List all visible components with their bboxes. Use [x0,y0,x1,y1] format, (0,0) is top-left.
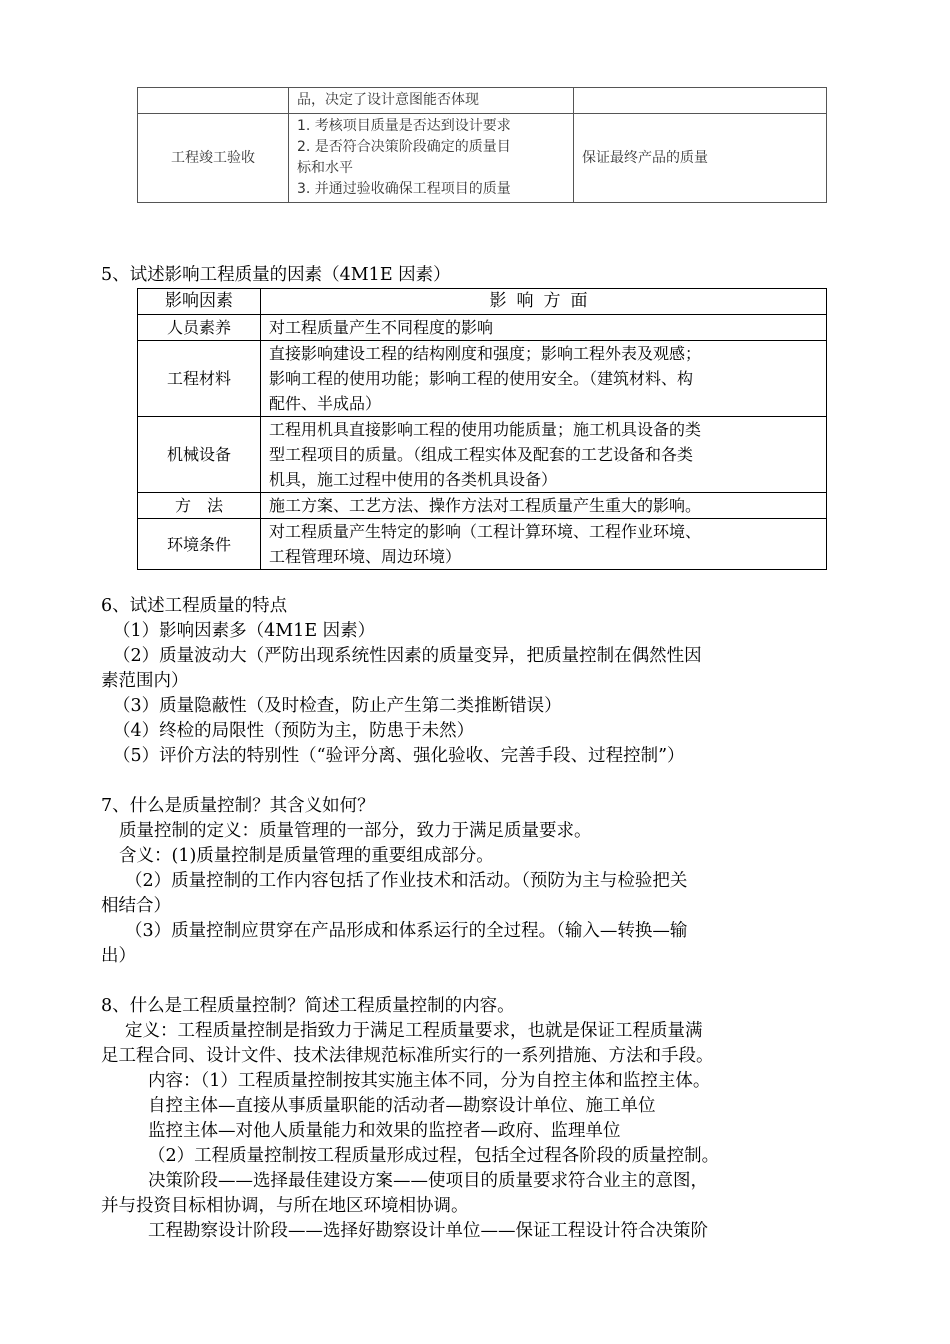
table-cell-goal [574,88,827,114]
paragraph-line: 内容：（1）工程质量控制按其实施主体不同，分为自控主体和监控主体。 [148,1071,711,1091]
factor-line: 机具，施工过程中使用的各类机具设备） [269,470,558,489]
paragraph-line: （4）终检的局限性（预防为主，防患于未然） [113,721,475,741]
factor-name: 机械设备 [138,417,261,493]
paragraph-line: 出） [101,946,136,966]
paragraph-line: 定义：工程质量控制是指致力于满足工程质量要求，也就是保证工程质量满 [125,1021,703,1041]
table-cell-line: 3. 并通过验收确保工程项目的质量 [297,181,511,197]
paragraph-line: （5）评价方法的特别性（“验评分离、强化验收、完善手段、过程控制”） [113,746,685,766]
factor-line: 对工程质量产生不同程度的影响 [269,318,494,337]
paragraph-line: （3）质量控制应贯穿在产品形成和体系运行的全过程。（输入—转换—输 [125,921,688,941]
table-header-row [138,289,827,315]
paragraph-line: 决策阶段——选择最佳建设方案——使项目的质量要求符合业主的意图， [148,1171,708,1191]
paragraph-line: 质量控制的定义：质量管理的一部分，致力于满足质量要求。 [119,821,592,841]
table-cell-stage [138,88,289,114]
factor-line: 型工程项目的质量。（组成工程实体及配套的工艺设备和各类 [269,445,694,464]
factor-description [261,315,827,341]
paragraph-line: 含义：(1)质量控制是质量管理的重要组成部分。 [119,846,494,866]
table-row [138,315,827,341]
table-row [138,519,827,570]
factor-description [261,417,827,493]
table-cell-stage: 工程竣工验收 [138,114,289,203]
table-header-value: 影响方面 [261,289,827,315]
paragraph-line: （3）质量隐蔽性（及时检查，防止产生第二类推断错误） [113,696,562,716]
table-cell-line: 2. 是否符合决策阶段确定的质量目 [297,139,511,155]
paragraph-line: 足工程合同、设计文件、技术法律规范标准所实行的一系列措施、方法和手段。 [101,1046,714,1066]
table-cell-line: 1. 考核项目质量是否达到设计要求 [297,118,511,134]
section-6-heading: 6、试述工程质量的特点 [101,596,288,616]
paragraph-line: 素范围内） [101,671,189,691]
table-cell-content: 品，决定了设计意图能否体现 [289,88,574,114]
table-row [138,114,827,203]
factor-description [261,341,827,417]
table-cell-content [289,114,574,203]
paragraph-line: （1）影响因素多（4M1E 因素） [113,621,376,641]
paragraph-line: 相结合） [101,896,171,916]
factor-line: 工程用机具直接影响工程的使用功能质量；施工机具设备的类 [269,420,702,439]
paragraph-line: （2）工程质量控制按工程质量形成过程，包括全过程各阶段的质量控制。 [148,1146,720,1166]
factor-line: 配件、半成品） [269,394,382,413]
factor-line: 施工方案、工艺方法、操作方法对工程质量产生重大的影响。 [269,496,702,515]
table-row [138,493,827,519]
factor-line: 对工程质量产生特定的影响（工程计算环境、工程作业环境、 [269,522,702,541]
table-cell-line: 标和水平 [297,160,353,176]
factor-line: 直接影响建设工程的结构刚度和强度；影响工程外表及观感； [269,344,702,363]
factor-line: 工程管理环境、周边环境） [269,547,462,566]
factors-table [137,288,827,570]
paragraph-line: （2）质量波动大（严防出现系统性因素的质量变异，把质量控制在偶然性因 [113,646,702,666]
factor-name: 方 法 [138,493,261,519]
section-8-heading: 8、什么是工程质量控制？简述工程质量控制的内容。 [101,996,515,1016]
section-5-heading: 5、试述影响工程质量的因素（4M1E 因素） [101,265,451,285]
factor-name: 人员素养 [138,315,261,341]
table-cell-goal: 保证最终产品的质量 [574,114,827,203]
factor-description [261,493,827,519]
factor-line: 影响工程的使用功能；影响工程的使用安全。（建筑材料、构 [269,369,694,388]
quality-control-stage-table [137,87,827,203]
table-header-key: 影响因素 [138,289,261,315]
section-7-heading: 7、什么是质量控制？其含义如何？ [101,796,375,816]
table-row [138,417,827,493]
factor-name: 环境条件 [138,519,261,570]
factor-name: 工程材料 [138,341,261,417]
paragraph-line: （2）质量控制的工作内容包括了作业技术和活动。（预防为主与检验把关 [125,871,688,891]
paragraph-line: 自控主体—直接从事质量职能的活动者—勘察设计单位、施工单位 [148,1096,656,1116]
table-row [138,341,827,417]
paragraph-line: 并与投资目标相协调，与所在地区环境相协调。 [101,1196,469,1216]
table-row [138,88,827,114]
factor-description [261,519,827,570]
paragraph-line: 工程勘察设计阶段——选择好勘察设计单位——保证工程设计符合决策阶 [148,1221,708,1241]
paragraph-line: 监控主体—对他人质量能力和效果的监控者—政府、监理单位 [148,1121,621,1141]
